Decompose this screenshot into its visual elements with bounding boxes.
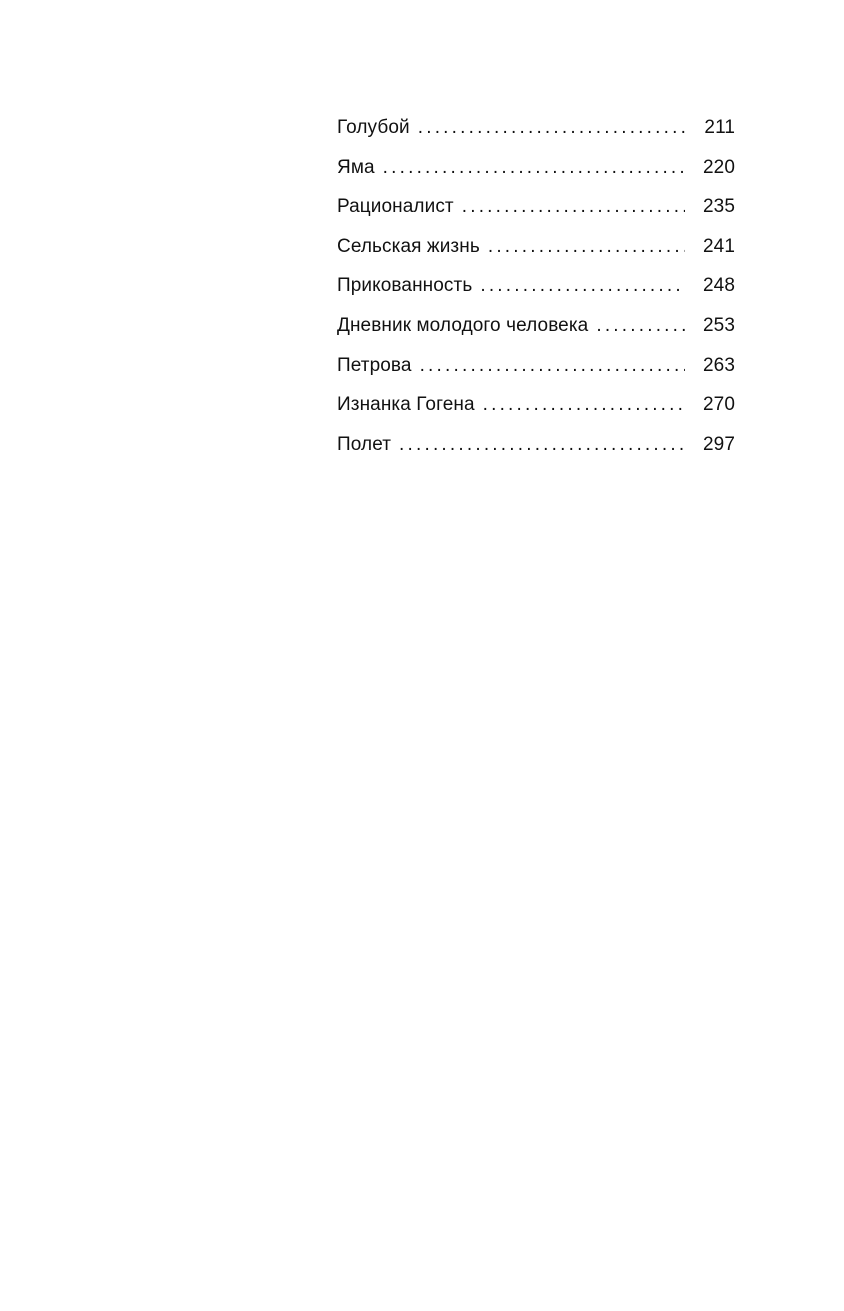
toc-entry-title: Петрова <box>337 354 412 376</box>
toc-entry-page: 248 <box>702 275 735 297</box>
toc-entry-title: Сельская жизнь <box>337 235 480 257</box>
toc-entry-page: 297 <box>702 433 735 455</box>
toc-dot-leader <box>383 156 685 180</box>
toc-entry-page: 220 <box>702 156 735 178</box>
toc-entry-title: Прикованность <box>337 275 473 297</box>
toc-dot-leader <box>462 195 685 219</box>
toc-entry <box>337 314 735 354</box>
toc-entry <box>337 354 735 394</box>
toc-entry-title: Голубой <box>337 117 410 138</box>
toc-dot-leader <box>483 393 685 417</box>
toc-entry <box>337 393 735 433</box>
toc-dot-leader <box>399 433 685 457</box>
toc-entry <box>337 274 735 314</box>
toc-entry-title: Полет <box>337 433 392 455</box>
toc-dot-leader <box>420 354 685 378</box>
toc-dot-leader <box>596 314 685 338</box>
toc-entry-title: Дневник молодого человека <box>337 314 589 336</box>
toc-entry <box>337 195 735 235</box>
toc-dot-leader <box>418 116 687 140</box>
toc-entry <box>337 116 735 156</box>
toc-entry-page: 270 <box>702 394 735 416</box>
toc-entry-page: 253 <box>702 314 735 336</box>
toc-entry <box>337 156 735 196</box>
toc-entry-page: 211 <box>704 117 735 138</box>
toc-entry-title: Рационалист <box>337 196 454 218</box>
toc-entry-page: 263 <box>702 354 735 376</box>
toc-entry <box>337 433 735 473</box>
toc-dot-leader <box>480 274 685 298</box>
toc-dot-leader <box>488 235 685 259</box>
toc-entry-title: Яма <box>337 156 375 178</box>
toc-entry-title: Изнанка Гогена <box>337 394 475 416</box>
toc-entry <box>337 235 735 275</box>
table-of-contents <box>337 116 735 472</box>
toc-entry-page: 241 <box>702 235 735 257</box>
toc-entry-page: 235 <box>702 196 735 218</box>
